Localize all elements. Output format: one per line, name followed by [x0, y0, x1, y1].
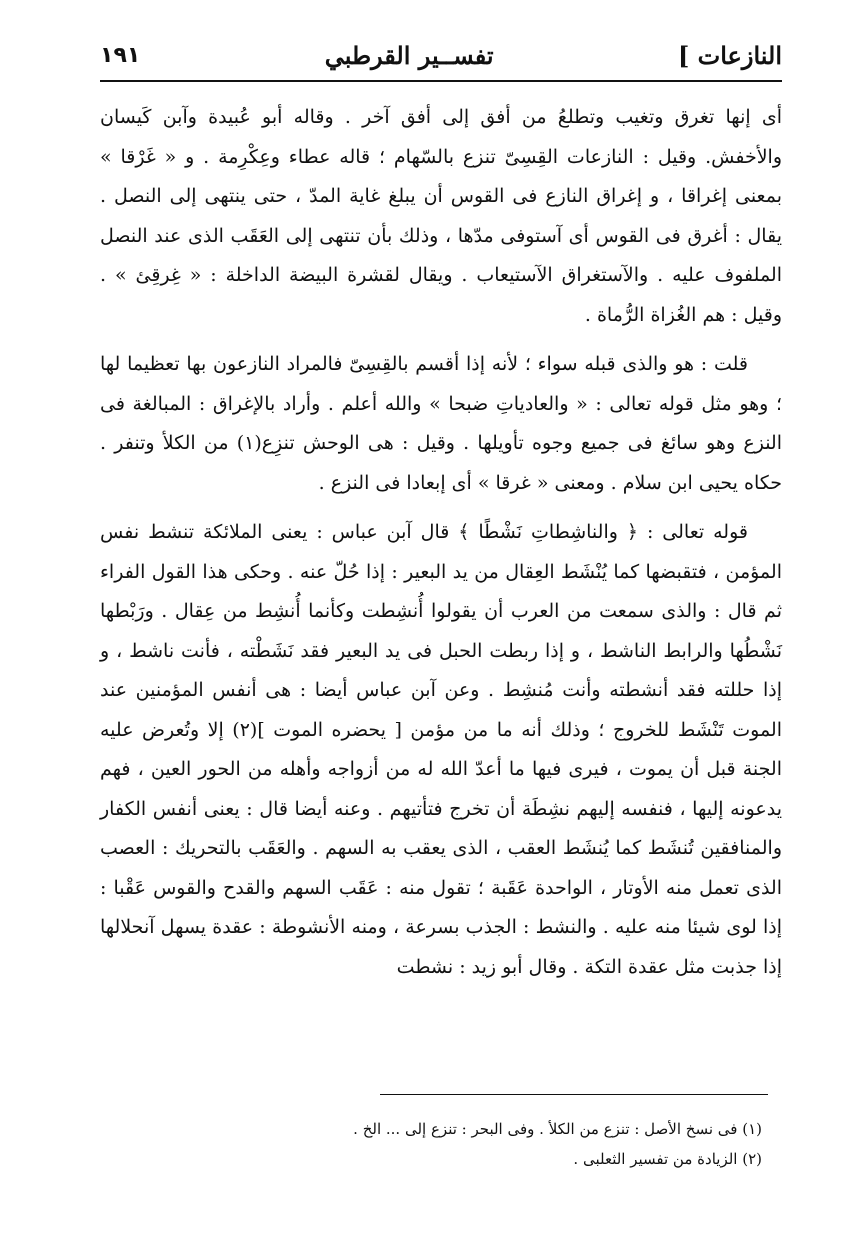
page-header	[100, 30, 782, 82]
paragraph: قوله تعالى : ﴿ والناشِطاتِ نَشْطًا ﴾ قال آبن عباس : يعنى الملائكة تنشط نفس المؤمن ، فتقبضها كما يُنْشَط العِقال من يد البعير : إذا حُلّ عنه . وحكى هذا القول الفراء ثم قال : والذى سمعت من العرب أن يقولوا أُنشِطت وكأنما أُنشِط من عِقال . ورَبْطها نَشْطُها والرابط الناشط ، و إذا ربطت الحبل فى يد البعير فقد نَشَطْته ، فأنت ناشط ، و إذا حللته فقد أنشطته وأنت مُنشِط . وعن آبن عباس أيضا : هى أنفس المؤمنين عند الموت تَنْشَط للخروج ؛ وذلك أنه ما من مؤمن [ يحضره الموت ](٢) إلا وتُعرض عليه الجنة قبل أن يموت ، فيرى فيها ما أعدّ الله له من أزواجه وأهله من الحور العين ، فهم يدعونه إليها ، فنفسه إليهم نشِطَة أن تخرج فتأتيهم . وعنه أيضا قال : يعنى أنفس الكفار والمنافقين تُنشَط كما يُنشَط العقب ، الذى يعقب به السهم . والعَقَب بالتحريك : العصب الذى تعمل منه الأوتار ، الواحدة عَقَبة ؛ تقول منه : عَقَب السهم والقدح والقوس عَقْبا : إذا لوى شيئا منه عليه . والنشط : الجذب بسرعة ، ومنه الأنشوطة : عقدة يسهل آنحلالها إذا جذبت مثل عقدة التكة . وقال أبو زيد : نشطت	[100, 521, 783, 978]
footnote: (٢) الزيادة من تفسير الثعلبى .	[573, 1150, 762, 1168]
surah-title: النازعات ]	[677, 40, 782, 70]
paragraph: قلت : هو والذى قبله سواء ؛ لأنه إذا أقسم بالقِسِىّ فالمراد النازعون بها تعظيما لها ؛ وهو مثل قوله تعالى : « والعادياتِ ضبحا » والله أعلم . وأراد بالإغراق : المبالغة فى النزع وهو سائغ فى جميع وجوه تأويلها . وقيل : هى الوحش تنزِع(١) من الكلأ وتنفر . حكاه يحيى ابن سلام . ومعنى « غرقا » أى إبعادا فى النزع .	[100, 353, 782, 494]
page-number: ١٩١	[100, 42, 141, 68]
book-title: تفســير القرطبي	[324, 40, 494, 70]
footnote-divider	[380, 1094, 768, 1095]
paragraph: أى إنها تغرق وتغيب وتطلعُ من أفق إلى أفق آخر . وقاله أبو عُبيدة وآبن كَيسان والأخفش. وقيل : النازعات القِسِىّ تنزع بالسّهام ؛ قاله عطاء وعِكْرِمة . و « غَرْقا » بمعنى إغراقا ، و إغراق النازع فى القوس أن يبلغ غاية المدّ ، حتى ينتهى إلى النصل . يقال : أغرق فى القوس أى آستوفى مدّها ، وذلك بأن تنتهى إلى العَقَب الذى عند النصل الملفوف عليه . والآستغراق الآستيعاب . ويقال لقشرة البيضة الداخلة : « غِرقِئ » . وقيل : هم الغُزاة الرُّماة .	[100, 106, 782, 326]
footnote: (١) فى نسخ الأصل : تنزع من الكلأ . وفى البحر : تنزع إلى ... الخ .	[353, 1120, 762, 1138]
footnotes	[100, 1114, 762, 1174]
main-text	[100, 98, 782, 997]
